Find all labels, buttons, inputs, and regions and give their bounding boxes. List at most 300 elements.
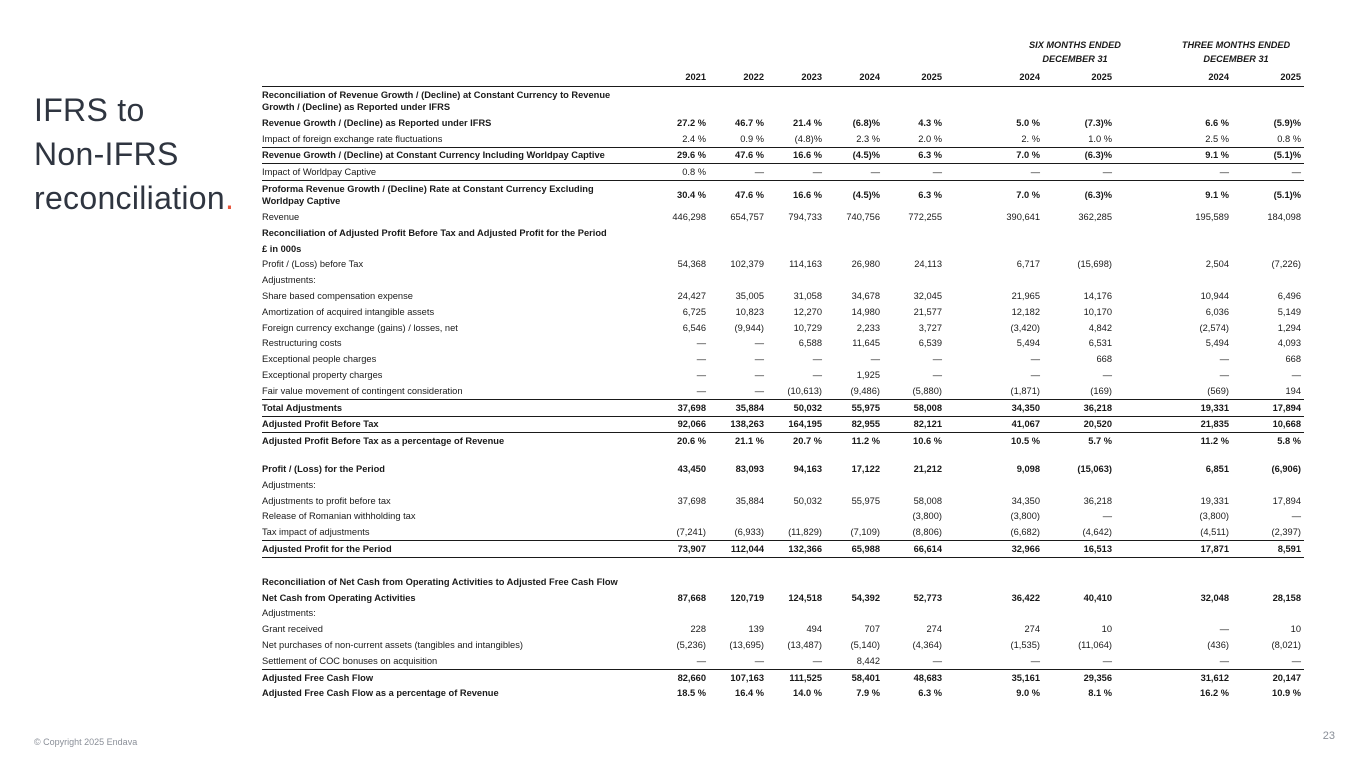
row-value: (7,109): [825, 524, 883, 540]
row-value: [767, 574, 825, 590]
row-value: 52,773: [913, 592, 942, 603]
table-row: [262, 257, 1304, 273]
row-value: (7,226): [1271, 259, 1301, 270]
row-value: —: [932, 354, 942, 365]
row-value: 55,975: [825, 399, 883, 416]
row-value: 274: [926, 624, 942, 635]
row-value: 2.5 %: [1115, 131, 1232, 147]
row-value: (3,800): [912, 511, 942, 522]
table-row: [262, 541, 1304, 558]
row-value: [883, 574, 945, 590]
row-value: 6.3 %: [918, 688, 942, 699]
row-value: (8,021): [1271, 640, 1301, 650]
year-header: 2023: [767, 68, 825, 87]
row-value: [767, 606, 825, 622]
row-label: Tax impact of adjustments: [262, 524, 637, 540]
row-value: —: [696, 354, 706, 365]
row-value: 54,368: [677, 259, 706, 270]
row-label: Impact of foreign exchange rate fluctuations: [262, 131, 637, 147]
table-row: [262, 524, 1304, 540]
row-value: [709, 477, 767, 493]
row-label: Revenue Growth / (Decline) at Constant Currency Including Worldpay Captive: [262, 147, 637, 164]
row-value: [825, 225, 883, 241]
title-line-1: IFRS to: [34, 92, 145, 128]
row-value: 37,698: [677, 495, 706, 506]
row-value: 46.7 %: [735, 117, 764, 128]
row-value: 5,494: [1205, 338, 1229, 349]
row-value: —: [945, 164, 1043, 181]
row-value: —: [1030, 354, 1040, 365]
row-value: —: [825, 164, 883, 181]
table-row: [262, 304, 1304, 320]
row-value: (5.9)%: [1273, 117, 1301, 128]
row-value: [1232, 241, 1304, 257]
table-row: [262, 272, 1304, 288]
row-value: —: [696, 370, 706, 381]
row-value: 47.6 %: [709, 147, 767, 164]
row-value: 12,182: [1011, 306, 1040, 317]
row-value: —: [1232, 164, 1304, 181]
year-header: 2025: [883, 68, 945, 87]
row-value: 34,678: [851, 291, 880, 302]
row-value: 24,113: [914, 259, 942, 270]
row-value: [1115, 241, 1232, 257]
row-value: (7.3)%: [1084, 117, 1112, 128]
row-label: Restructuring costs: [262, 338, 342, 349]
row-value: [1043, 225, 1115, 241]
row-value: 2.4 %: [637, 131, 709, 147]
row-value: [709, 606, 767, 622]
table-row: [262, 367, 1304, 383]
row-value: 48,683: [913, 672, 942, 683]
row-value: [1115, 87, 1232, 116]
table-row: [262, 225, 1304, 241]
row-label: Adjusted Profit Before Tax as a percentage of Revenue: [262, 436, 505, 447]
row-value: [1232, 225, 1304, 241]
row-value: [637, 225, 709, 241]
row-value: 4,093: [1277, 338, 1301, 349]
row-value: —: [754, 354, 764, 365]
row-value: 50,032: [793, 495, 822, 506]
row-value: [709, 87, 767, 116]
three-months-label: THREE MONTHS ENDED: [1181, 40, 1291, 50]
row-value: 41,067: [945, 416, 1043, 433]
row-value: (8,806): [883, 524, 945, 540]
row-value: 6,588: [798, 338, 822, 349]
row-value: 83,093: [735, 464, 764, 475]
row-value: —: [1232, 653, 1304, 669]
row-value: (13,487): [787, 640, 822, 650]
row-value: [945, 477, 1043, 493]
table-row: [262, 621, 1304, 637]
row-value: 32,966: [945, 541, 1043, 558]
row-value: (6,906): [1271, 464, 1301, 475]
row-value: (169): [1043, 383, 1115, 399]
table-row: [262, 383, 1304, 399]
row-label: Adjusted Profit Before Tax: [262, 416, 637, 433]
row-value: (4,511): [1115, 524, 1232, 540]
title-line-3-text: reconciliation: [34, 180, 225, 216]
row-label: Net purchases of non-current assets (tangibles and intangibles): [262, 640, 523, 650]
row-value: —: [637, 653, 709, 669]
row-value: (4.5)%: [852, 190, 880, 201]
row-value: [709, 509, 767, 525]
row-label: Adjustments:: [262, 479, 316, 490]
row-value: 21,965: [1011, 291, 1040, 302]
row-value: 112,044: [709, 541, 767, 558]
row-value: [945, 574, 1043, 590]
row-value: (6.8)%: [852, 117, 880, 128]
table-row: [262, 509, 1304, 525]
row-value: 19,331: [1115, 399, 1232, 416]
row-value: 17,894: [1232, 399, 1304, 416]
row-value: —: [883, 653, 945, 669]
row-value: 102,379: [730, 259, 764, 270]
row-value: 3,727: [918, 322, 942, 333]
row-value: (13,695): [729, 640, 764, 650]
row-value: [637, 241, 709, 257]
row-value: [825, 477, 883, 493]
row-label: Reconciliation of Net Cash from Operating Activities to Adjusted Free Cash Flow: [262, 576, 618, 587]
row-value: [825, 87, 883, 116]
row-value: 10.6 %: [913, 436, 942, 447]
row-value: [767, 477, 825, 493]
table-row: [262, 477, 1304, 493]
row-value: —: [754, 338, 764, 349]
row-value: (15,698): [1077, 259, 1112, 270]
row-label: Impact of Worldpay Captive: [262, 164, 637, 181]
row-value: 40,410: [1083, 592, 1112, 603]
row-value: 390,641: [1006, 212, 1040, 223]
row-label: Reconciliation of Adjusted Profit Before Tax and Adjusted Profit for the Period: [262, 227, 607, 238]
row-value: (3,800): [1010, 511, 1040, 522]
row-value: 124,518: [788, 592, 822, 603]
row-value: [945, 241, 1043, 257]
row-value: [637, 272, 709, 288]
row-value: 29.6 %: [637, 147, 709, 164]
year-header: 2021: [637, 68, 709, 87]
three-months-group-header: [1166, 38, 1306, 66]
row-value: [1115, 606, 1232, 622]
row-value: (11,829): [767, 524, 825, 540]
table-row: [262, 461, 1304, 477]
row-value: 21,577: [913, 306, 942, 317]
row-value: 8,591: [1232, 541, 1304, 558]
row-value: (3,420): [1010, 322, 1040, 333]
row-value: 18.5 %: [677, 688, 706, 699]
row-label: Reconciliation of Revenue Growth / (Decline) at Constant Currency to Revenue Growth / (Decline) as Reported under IFRS: [262, 90, 611, 112]
row-value: 740,756: [846, 212, 880, 223]
row-value: [709, 241, 767, 257]
row-label: Adjustments to profit before tax: [262, 495, 391, 506]
row-value: 6.3 %: [918, 190, 942, 201]
row-value: 27.2 %: [677, 117, 706, 128]
row-value: 132,366: [767, 541, 825, 558]
row-value: [1232, 272, 1304, 288]
row-value: 30.4 %: [677, 190, 706, 201]
row-label: Settlement of COC bonuses on acquisition: [262, 653, 637, 669]
row-label: Profit / (Loss) before Tax: [262, 259, 364, 270]
table-row: [262, 241, 1304, 257]
row-value: [767, 272, 825, 288]
row-value: 0.8 %: [1232, 131, 1304, 147]
table-row: [262, 433, 1304, 449]
row-value: [883, 272, 945, 288]
row-value: (5,880): [883, 383, 945, 399]
row-value: 92,066: [637, 416, 709, 433]
header-blank: [262, 68, 637, 87]
row-value: 58,401: [851, 672, 880, 683]
row-value: 50,032: [767, 399, 825, 416]
table-row: [262, 351, 1304, 367]
row-value: 16.4 %: [735, 688, 764, 699]
row-value: (6,933): [709, 524, 767, 540]
row-label: Adjusted Profit for the Period: [262, 541, 637, 558]
row-value: [825, 241, 883, 257]
row-value: 20.7 %: [793, 436, 822, 447]
row-value: (2,574): [1199, 322, 1229, 333]
row-value: —: [1115, 164, 1232, 181]
row-value: (1,535): [1010, 640, 1040, 650]
reconciliation-table-wrap: [262, 68, 1304, 701]
row-value: [709, 574, 767, 590]
row-value: 37,698: [637, 399, 709, 416]
table-row: [262, 320, 1304, 336]
row-value: 17,894: [1272, 495, 1301, 506]
row-value: 10,668: [1232, 416, 1304, 433]
row-value: 14.0 %: [793, 688, 822, 699]
row-value: —: [1219, 370, 1229, 381]
row-label: Foreign currency exchange (gains) / losses, net: [262, 322, 458, 333]
row-value: (5.1)%: [1232, 147, 1304, 164]
table-row: [262, 399, 1304, 416]
title-line-2: Non-IFRS: [34, 136, 179, 172]
row-value: —: [1115, 653, 1232, 669]
row-value: 114,163: [789, 259, 822, 270]
row-value: 35,884: [709, 399, 767, 416]
row-value: (10,613): [767, 383, 825, 399]
row-value: 668: [1096, 354, 1112, 365]
row-value: —: [1291, 370, 1301, 381]
row-value: 0.9 %: [709, 131, 767, 147]
row-value: (4.8)%: [767, 131, 825, 147]
row-value: —: [1291, 511, 1301, 522]
row-value: 10.9 %: [1272, 688, 1301, 699]
row-value: 195,589: [1195, 212, 1229, 223]
row-value: [709, 225, 767, 241]
row-value: (5.1)%: [1273, 190, 1301, 201]
row-label: Adjusted Free Cash Flow: [262, 672, 374, 683]
table-row: [262, 336, 1304, 352]
row-value: (2,397): [1232, 524, 1304, 540]
row-value: 5.7 %: [1088, 436, 1112, 447]
row-value: 707: [864, 624, 880, 635]
row-value: (7,241): [637, 524, 709, 540]
row-label: Adjustments:: [262, 275, 316, 286]
page-number: 23: [1322, 730, 1335, 742]
row-value: [767, 225, 825, 241]
row-value: [825, 574, 883, 590]
table-row: [262, 87, 1304, 116]
row-value: 31,612: [1200, 672, 1229, 683]
row-value: 4,842: [1088, 322, 1112, 333]
row-value: 10: [1101, 624, 1112, 635]
row-value: 21.4 %: [793, 117, 822, 128]
reconciliation-table: [262, 68, 1304, 701]
row-value: —: [709, 383, 767, 399]
row-label: Release of Romanian withholding tax: [262, 511, 416, 522]
row-value: [767, 87, 825, 116]
row-value: [637, 509, 709, 525]
table-row: [262, 590, 1304, 606]
row-value: —: [1043, 164, 1115, 181]
row-value: [825, 606, 883, 622]
row-value: [767, 241, 825, 257]
row-value: 107,163: [730, 672, 764, 683]
table-row: [262, 131, 1304, 147]
table-row: [262, 637, 1304, 653]
row-value: 184,098: [1267, 212, 1301, 223]
six-months-group-header: [1010, 38, 1140, 66]
row-value: 9.1 %: [1205, 190, 1229, 201]
row-value: (3,800): [1199, 511, 1229, 522]
row-value: [637, 606, 709, 622]
row-value: 36,422: [1011, 592, 1040, 603]
row-value: 32,048: [1200, 592, 1229, 603]
row-label: Proforma Revenue Growth / (Decline) Rate at Constant Currency Excluding Worldpay Captive: [262, 184, 594, 207]
row-label: Profit / (Loss) for the Period: [262, 464, 385, 475]
row-value: (1,871): [945, 383, 1043, 399]
row-label: Net Cash from Operating Activities: [262, 592, 416, 603]
year-header: 2024: [825, 68, 883, 87]
row-value: 772,255: [908, 212, 942, 223]
row-label: Revenue Growth / (Decline) as Reported under IFRS: [262, 117, 492, 128]
row-value: 139: [748, 624, 764, 635]
row-value: 6,496: [1277, 291, 1301, 302]
row-value: 10,823: [735, 306, 764, 317]
row-value: 87,668: [677, 592, 706, 603]
row-value: 43,450: [677, 464, 706, 475]
row-value: (6.3)%: [1043, 147, 1115, 164]
row-value: 10.5 %: [1011, 436, 1040, 447]
row-value: [825, 272, 883, 288]
row-value: 654,757: [730, 212, 764, 223]
row-value: 120,719: [730, 592, 764, 603]
row-value: 2.3 %: [825, 131, 883, 147]
row-value: —: [883, 164, 945, 181]
row-value: 19,331: [1200, 495, 1229, 506]
table-row: [262, 606, 1304, 622]
row-value: (11,064): [1078, 640, 1112, 650]
row-value: [709, 272, 767, 288]
copyright: © Copyright 2025 Endava: [34, 737, 138, 747]
row-value: 6,539: [918, 338, 942, 349]
row-value: 35,005: [735, 291, 764, 302]
row-value: 164,195: [767, 416, 825, 433]
row-value: 65,988: [825, 541, 883, 558]
row-value: 24,427: [677, 291, 706, 302]
row-value: 1,925: [856, 370, 880, 381]
row-label: £ in 000s: [262, 243, 302, 254]
row-label: Adjusted Free Cash Flow as a percentage of Revenue: [262, 688, 499, 699]
row-value: [1232, 477, 1304, 493]
row-value: 9,098: [1016, 464, 1040, 475]
row-value: 20.6 %: [677, 436, 706, 447]
row-value: 55,975: [851, 495, 880, 506]
row-value: —: [1102, 370, 1112, 381]
row-value: [883, 606, 945, 622]
year-header: 2024: [945, 68, 1043, 87]
row-value: 274: [1024, 624, 1040, 635]
year-header: 2022: [709, 68, 767, 87]
row-value: 16.2 %: [1200, 688, 1229, 699]
row-value: —: [767, 164, 825, 181]
table-row: [262, 288, 1304, 304]
row-value: [1043, 272, 1115, 288]
row-value: 111,525: [789, 672, 822, 683]
row-value: 5.8 %: [1277, 436, 1301, 447]
row-value: 35,161: [1011, 672, 1040, 683]
row-value: 54,392: [851, 592, 880, 603]
row-value: 6,717: [1016, 259, 1040, 270]
row-value: 5.0 %: [1016, 117, 1040, 128]
row-value: [1043, 574, 1115, 590]
row-value: 494: [806, 624, 822, 635]
row-value: 9.1 %: [1115, 147, 1232, 164]
row-value: [1043, 241, 1115, 257]
table-row: [262, 147, 1304, 164]
row-value: 6,851: [1205, 464, 1229, 475]
row-value: 17,122: [851, 464, 880, 475]
row-value: (436): [1207, 640, 1229, 650]
row-value: 10,170: [1083, 306, 1112, 317]
row-value: 194: [1232, 383, 1304, 399]
row-value: 10,944: [1200, 291, 1229, 302]
row-value: 32,045: [913, 291, 942, 302]
row-value: 0.8 %: [637, 164, 709, 181]
row-value: 446,298: [672, 212, 706, 223]
row-value: 82,121: [883, 416, 945, 433]
row-value: 668: [1285, 354, 1301, 365]
row-value: 6,725: [682, 306, 706, 317]
row-value: (6.3)%: [1084, 190, 1112, 201]
row-value: —: [1219, 624, 1229, 635]
row-value: 16,513: [1043, 541, 1115, 558]
row-label: Revenue: [262, 212, 300, 223]
row-value: 26,980: [851, 259, 880, 270]
row-value: [1115, 574, 1232, 590]
title-line-3: [34, 176, 234, 220]
row-value: 20,520: [1043, 416, 1115, 433]
row-value: 21.1 %: [735, 436, 764, 447]
row-value: 82,955: [825, 416, 883, 433]
row-value: 794,733: [788, 212, 822, 223]
row-value: 11,645: [852, 338, 880, 349]
row-value: 6.3 %: [883, 147, 945, 164]
row-label: Exceptional property charges: [262, 370, 383, 381]
row-value: [767, 509, 825, 525]
three-months-sub: DECEMBER 31: [1203, 54, 1269, 64]
row-value: 66,614: [883, 541, 945, 558]
row-value: 6,036: [1205, 306, 1229, 317]
six-months-label: SIX MONTHS ENDED: [1029, 40, 1121, 50]
row-value: [637, 477, 709, 493]
row-value: [1043, 606, 1115, 622]
row-value: [945, 272, 1043, 288]
row-value: (5,140): [850, 640, 880, 650]
row-value: 16.6 %: [767, 147, 825, 164]
row-value: —: [696, 338, 706, 349]
